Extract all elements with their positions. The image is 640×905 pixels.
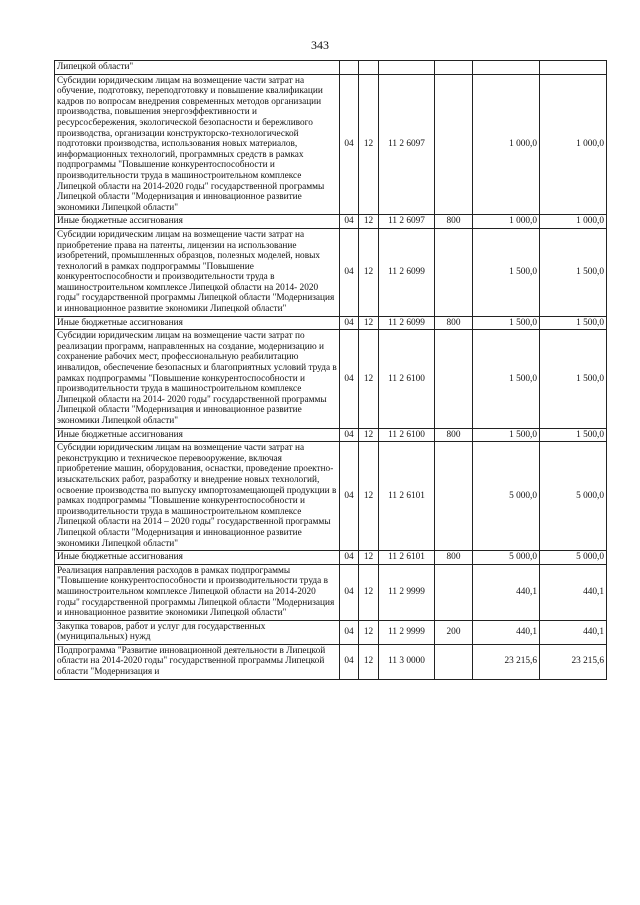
- subsection-code: 12: [359, 74, 379, 215]
- row-description: Субсидии юридическим лицам на возмещение части затрат на приобретение права на патенты, лицензии на использование изобретений, промышленных образцов, полезных моделей, новых технологий в рамках подпрограммы "Повышение конкурентоспособности и производительности труда в машиностроительном комплексе Липецкой области на 2014- 2020 годы" государственной программы Липецкой области "Модернизация и инновационное развитие экономики Липецкой области": [55, 228, 340, 316]
- row-description: Подпрограмма "Развитие инновационной деятельности в Липецкой области на 2014-2020 годы" государственной программы Липецкой области "Модернизация и: [55, 644, 340, 679]
- amount-value: 1 500,0: [473, 428, 540, 442]
- row-description: Иные бюджетные ассигнования: [55, 428, 340, 442]
- amount-value: 23 215,6: [473, 644, 540, 679]
- subsection-code: 12: [359, 316, 379, 330]
- section-code: 04: [340, 330, 359, 428]
- amount-value-2: 1 500,0: [540, 316, 607, 330]
- amount-value: 1 000,0: [473, 215, 540, 229]
- section-code: [340, 61, 359, 75]
- amount-value-2: 23 215,6: [540, 644, 607, 679]
- section-code: 04: [340, 620, 359, 644]
- row-description: Субсидии юридическим лицам на возмещение части затрат на обучение, подготовку, переподготовку и повышение квалификации кадров по вопросам внедрения современных методов организации производства, повышения энергоэффективности и ресурсосбережения, экологической безопасности и бережливого производства, организации конструкторско-технологической подготовки производства, использования новых материалов, информационных технологий, программных средств в рамках подпрограммы "Повышение конкурентоспособности и производительности труда в машиностроительном комплексе Липецкой области на 2014-2020 годы" государственной программы Липецкой области "Модернизация и инновационное развитие экономики Липецкой области": [55, 74, 340, 215]
- subsection-code: 12: [359, 442, 379, 551]
- expense-type-code: [435, 330, 473, 428]
- subsection-code: 12: [359, 564, 379, 620]
- budget-table: [54, 60, 607, 680]
- section-code: 04: [340, 551, 359, 565]
- target-article-code: 11 2 6097: [379, 74, 435, 215]
- table-row: [55, 215, 607, 229]
- amount-value: 440,1: [473, 564, 540, 620]
- section-code: 04: [340, 644, 359, 679]
- subsection-code: 12: [359, 330, 379, 428]
- row-description: Субсидии юридическим лицам на возмещение части затрат на реконструкцию и техническое перевооружение, включая приобретение машин, оборудования, оснастки, проведение проектно-изыскательских работ, разработку и внедрение новых технологий, освоение производства по выпуску импортозамещающей продукции в рамках подпрограммы "Повышение конкурентоспособности и производительности труда в машиностроительном комплексе Липецкой области на 2014 – 2020 годы" государственной программы Липецкой области "Модернизация и инновационное развитие экономики Липецкой области": [55, 442, 340, 551]
- target-article-code: 11 2 6101: [379, 442, 435, 551]
- target-article-code: [379, 61, 435, 75]
- expense-type-code: 800: [435, 316, 473, 330]
- row-description: Липецкой области": [55, 61, 340, 75]
- table-row: [55, 620, 607, 644]
- table-row: [55, 61, 607, 75]
- amount-value: 1 500,0: [473, 330, 540, 428]
- row-description: Реализация направления расходов в рамках подпрограммы "Повышение конкурентоспособности и производительности труда в машиностроительном комплексе Липецкой области на 2014-2020 годы" государственной программы Липецкой области "Модернизация и инновационное развитие экономики Липецкой области": [55, 564, 340, 620]
- subsection-code: [359, 61, 379, 75]
- amount-value-2: 5 000,0: [540, 442, 607, 551]
- row-description: Иные бюджетные ассигнования: [55, 215, 340, 229]
- table-row: [55, 228, 607, 316]
- row-description: Иные бюджетные ассигнования: [55, 551, 340, 565]
- subsection-code: 12: [359, 644, 379, 679]
- expense-type-code: 800: [435, 215, 473, 229]
- table-row: [55, 442, 607, 551]
- target-article-code: 11 2 6100: [379, 330, 435, 428]
- target-article-code: 11 2 6101: [379, 551, 435, 565]
- section-code: 04: [340, 74, 359, 215]
- section-code: 04: [340, 564, 359, 620]
- target-article-code: 11 3 0000: [379, 644, 435, 679]
- section-code: 04: [340, 428, 359, 442]
- table-row: [55, 330, 607, 428]
- amount-value-2: 440,1: [540, 564, 607, 620]
- table-row: [55, 316, 607, 330]
- amount-value: 1 500,0: [473, 228, 540, 316]
- amount-value: 5 000,0: [473, 442, 540, 551]
- amount-value: 440,1: [473, 620, 540, 644]
- subsection-code: 12: [359, 551, 379, 565]
- section-code: 04: [340, 442, 359, 551]
- row-description: Закупка товаров, работ и услуг для государственных (муниципальных) нужд: [55, 620, 340, 644]
- target-article-code: 11 2 9999: [379, 620, 435, 644]
- amount-value-2: 1 000,0: [540, 74, 607, 215]
- expense-type-code: [435, 442, 473, 551]
- expense-type-code: [435, 61, 473, 75]
- section-code: 04: [340, 316, 359, 330]
- row-description: Субсидии юридическим лицам на возмещение части затрат по реализации программ, направленных на создание, модернизацию и сохранение рабочих мест, профессиональную реабилитацию инвалидов, обеспечение безопасных и благоприятных условий труда в рамках подпрограммы "Повышение конкурентоспособности и производительности труда в машиностроительном комплексе Липецкой области на 2014- 2020 годы" государственной программы Липецкой области "Модернизация и инновационное развитие экономики Липецкой области": [55, 330, 340, 428]
- amount-value-2: 5 000,0: [540, 551, 607, 565]
- amount-value-2: [540, 61, 607, 75]
- expense-type-code: 800: [435, 428, 473, 442]
- target-article-code: 11 2 6097: [379, 215, 435, 229]
- target-article-code: 11 2 9999: [379, 564, 435, 620]
- subsection-code: 12: [359, 228, 379, 316]
- amount-value: 1 500,0: [473, 316, 540, 330]
- table-row: [55, 644, 607, 679]
- subsection-code: 12: [359, 215, 379, 229]
- expense-type-code: 800: [435, 551, 473, 565]
- amount-value-2: 440,1: [540, 620, 607, 644]
- expense-type-code: 200: [435, 620, 473, 644]
- amount-value-2: 1 500,0: [540, 228, 607, 316]
- target-article-code: 11 2 6099: [379, 316, 435, 330]
- amount-value: 5 000,0: [473, 551, 540, 565]
- expense-type-code: [435, 644, 473, 679]
- table-row: [55, 74, 607, 215]
- amount-value-2: 1 500,0: [540, 330, 607, 428]
- subsection-code: 12: [359, 428, 379, 442]
- table-row: [55, 428, 607, 442]
- amount-value-2: 1 500,0: [540, 428, 607, 442]
- amount-value: 1 000,0: [473, 74, 540, 215]
- subsection-code: 12: [359, 620, 379, 644]
- expense-type-code: [435, 564, 473, 620]
- table-body: [55, 61, 607, 680]
- target-article-code: 11 2 6100: [379, 428, 435, 442]
- amount-value: [473, 61, 540, 75]
- table-row: [55, 564, 607, 620]
- expense-type-code: [435, 228, 473, 316]
- section-code: 04: [340, 215, 359, 229]
- table-row: [55, 551, 607, 565]
- page-number: 343: [311, 38, 329, 52]
- row-description: Иные бюджетные ассигнования: [55, 316, 340, 330]
- expense-type-code: [435, 74, 473, 215]
- amount-value-2: 1 000,0: [540, 215, 607, 229]
- section-code: 04: [340, 228, 359, 316]
- target-article-code: 11 2 6099: [379, 228, 435, 316]
